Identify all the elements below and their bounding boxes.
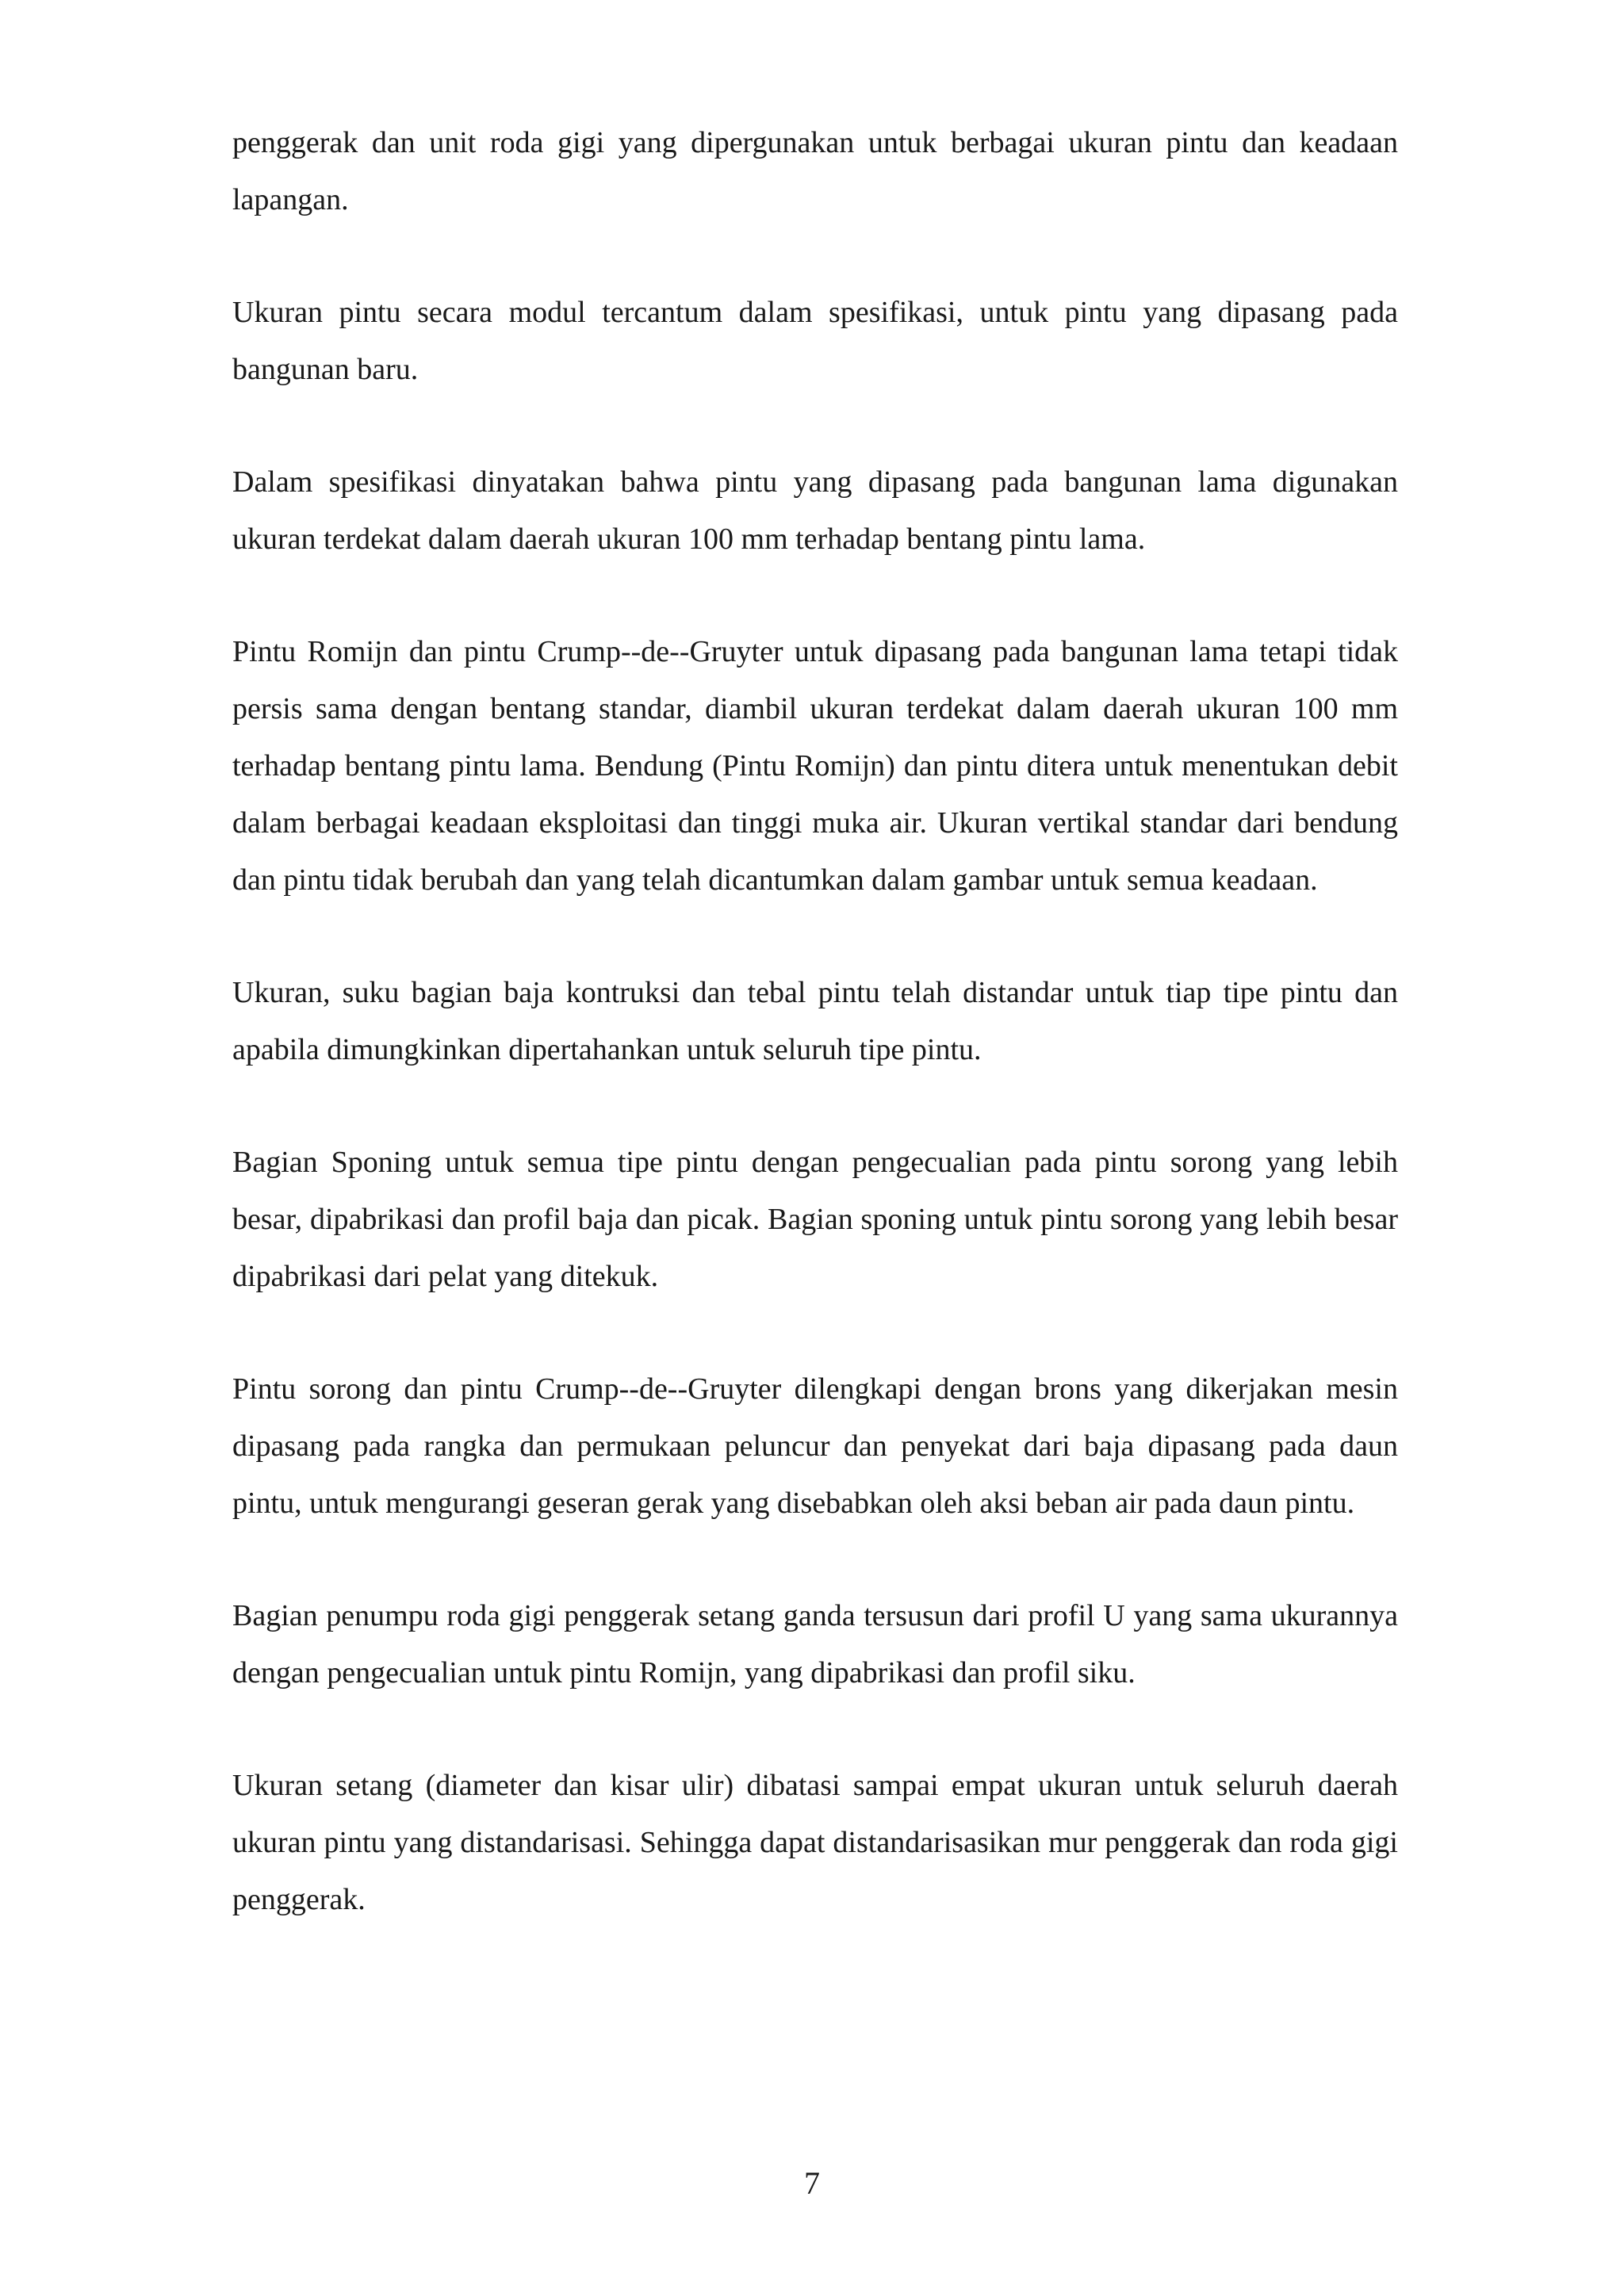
paragraph-1: penggerak dan unit roda gigi yang dipergunakan untuk berbagai ukuran pintu dan keadaan lapangan. [232,126,1398,216]
paragraph-8: Bagian penumpu roda gigi penggerak setang ganda tersusun dari profil U yang sama ukurannya dengan pengecualian untuk pintu Romijn, yang dipabrikasi dan profil siku. [232,1599,1398,1689]
paragraph-2: Ukuran pintu secara modul tercantum dalam spesifikasi, untuk pintu yang dipasang pada bangunan baru. [232,296,1398,386]
paragraph-5: Ukuran, suku bagian baja kontruksi dan tebal pintu telah distandar untuk tiap tipe pintu dan apabila dimungkinkan dipertahankan untuk seluruh tipe pintu. [232,976,1398,1066]
paragraph-9: Ukuran setang (diameter dan kisar ulir) dibatasi sampai empat ukuran untuk seluruh daerah ukuran pintu yang distandarisasi. Sehingga dapat distandarisasikan mur penggerak dan roda gigi penggerak. [232,1769,1398,1916]
paragraph-7: Pintu sorong dan pintu Crump--de--Gruyter dilengkapi dengan brons yang dikerjakan mesin dipasang pada rangka dan permukaan peluncur dan penyekat dari baja dipasang pada daun pintu, untuk mengurangi geseran gerak yang disebabkan oleh aksi beban air pada daun pintu. [232,1372,1398,1520]
paragraph-4: Pintu Romijn dan pintu Crump--de--Gruyter untuk dipasang pada bangunan lama tetapi tidak persis sama dengan bentang standar, diambil ukuran terdekat dalam daerah ukuran 100 mm terhadap bentang pintu lama. Bendung (Pintu Romijn) dan pintu ditera untuk menentukan debit dalam berbagai keadaan eksploitasi dan tinggi muka air. Ukuran vertikal standar dari bendung dan pintu tidak berubah dan yang telah dicantumkan dalam gambar untuk semua keadaan. [232,635,1398,897]
page-number: 7 [804,2165,820,2201]
body-text [232,114,1398,1928]
paragraph-6: Bagian Sponing untuk semua tipe pintu dengan pengecualian pada pintu sorong yang lebih besar, dipabrikasi dan profil baja dan picak. Bagian sponing untuk pintu sorong yang lebih besar dipabrikasi dari pelat yang ditekuk. [232,1146,1398,1293]
paragraph-3: Dalam spesifikasi dinyatakan bahwa pintu yang dipasang pada bangunan lama digunakan ukuran terdekat dalam daerah ukuran 100 mm terhadap bentang pintu lama. [232,465,1398,556]
